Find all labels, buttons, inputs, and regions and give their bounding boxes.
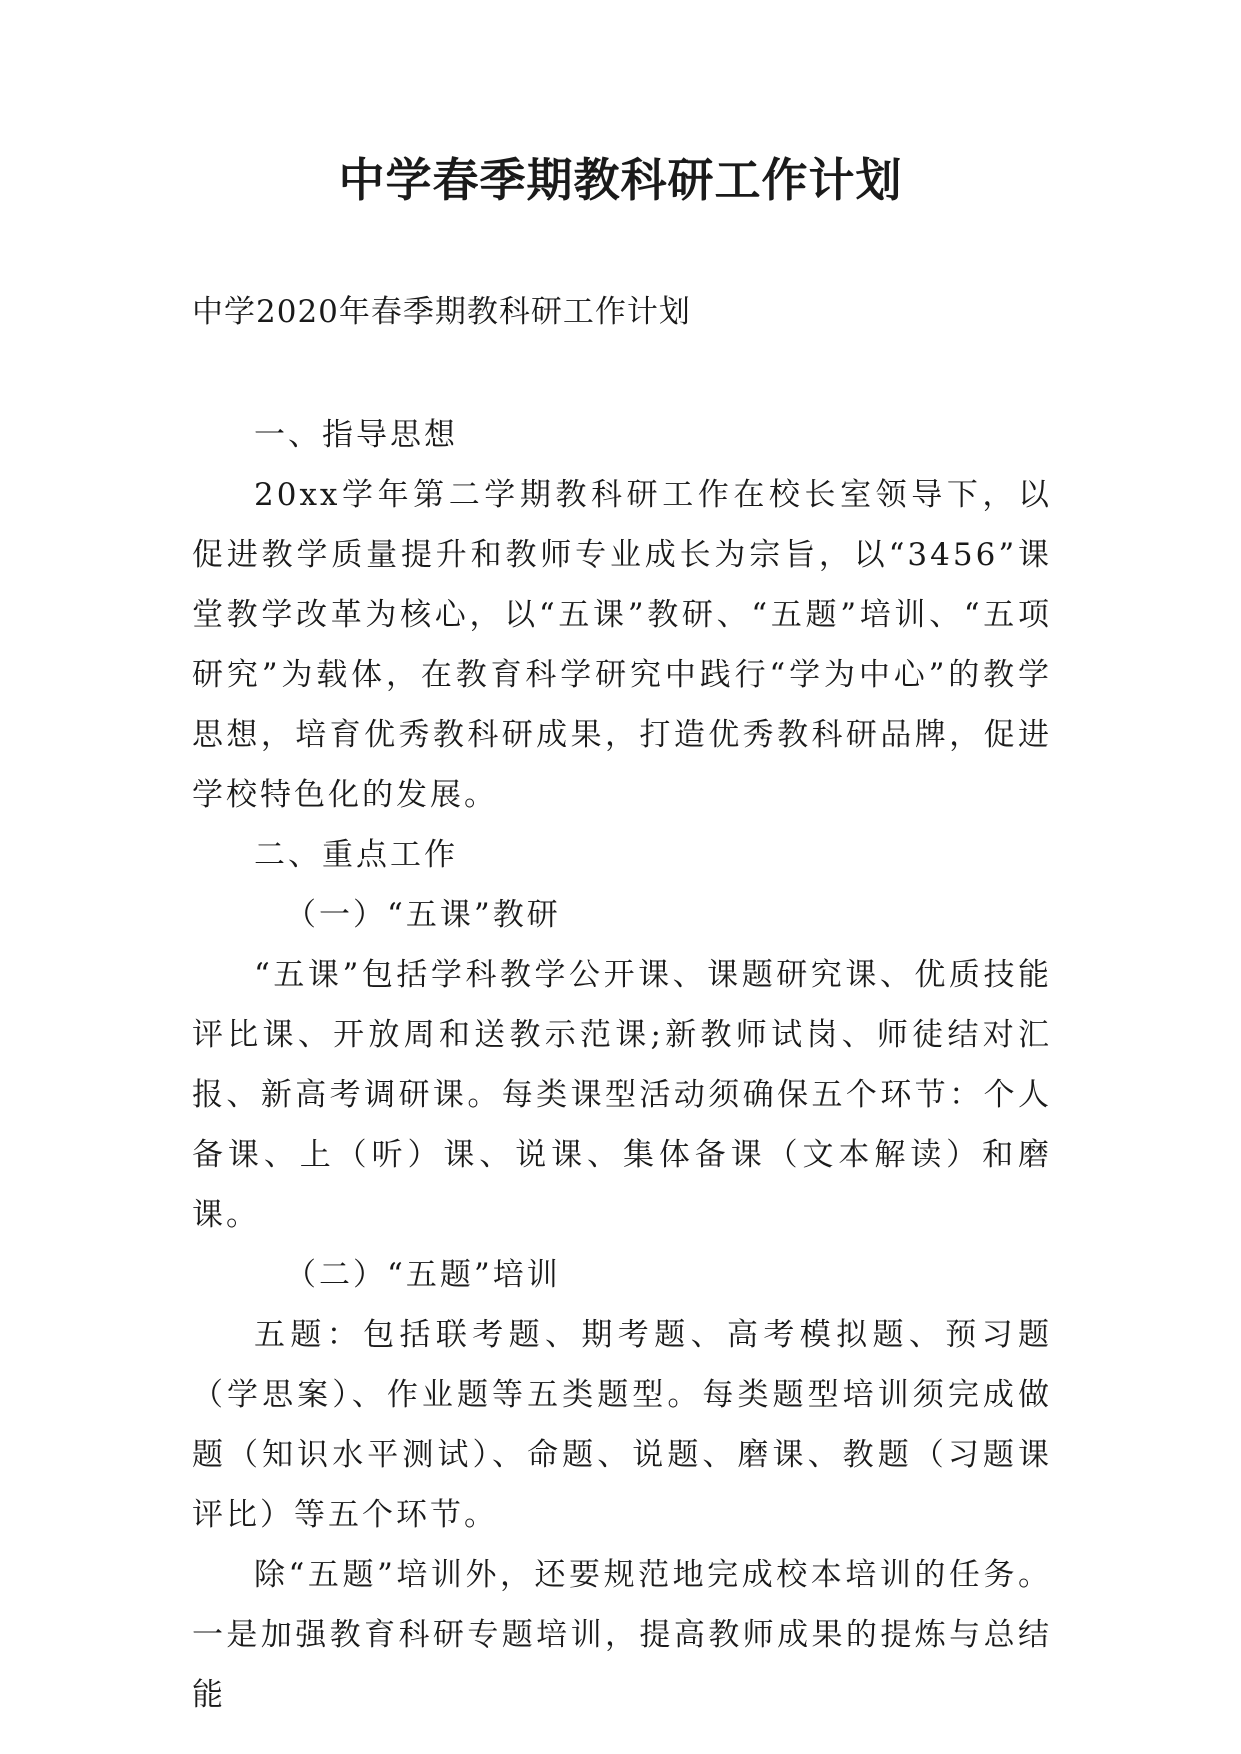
- section-heading-key-work: 二、重点工作: [254, 837, 458, 873]
- paragraph-five-questions: 五题：包括联考题、期考题、高考模拟题、预习题（学思案）、作业题等五类题型。每类题型培训须完成做题（知识水平测试）、命题、说题、磨课、教题（习题课评比）等五个环节。: [192, 1317, 1052, 1533]
- section-heading-guiding-thought: 一、指导思想: [254, 417, 458, 453]
- paragraph-five-lessons: “五课”包括学科教学公开课、课题研究课、优质技能评比课、开放周和送教示范课;新教师试岗、师徒结对汇报、新高考调研课。每类课型活动须确保五个环节：个人备课、上（听）课、说课、集体备课（文本解读）和磨课。: [192, 957, 1052, 1233]
- paragraph-school-training: 除“五题”培训外，还要规范地完成校本培训的任务。一是加强教育科研专题培训，提高教师成果的提炼与总结能: [192, 1557, 1052, 1713]
- document-title: 中学春季期教科研工作计划: [338, 153, 903, 207]
- document-subtitle: 中学2020年春季期教科研工作计划: [192, 294, 691, 330]
- paragraph-guiding-thought: 20xx学年第二学期教科研工作在校长室领导下，以促进教学质量提升和教师专业成长为宗旨，以“3456”课堂教学改革为核心，以“五课”教研、“五题”培训、“五项研究”为载体，在教育科学研究中践行“学为中心”的教学思想，培育优秀教科研成果，打造优秀教科研品牌，促进学校特色化的发展。: [192, 477, 1052, 813]
- document-body: [192, 405, 1052, 1725]
- subsection-heading-five-questions: （二）“五题”培训: [285, 1257, 561, 1293]
- subsection-heading-five-lessons: （一）“五课”教研: [285, 897, 561, 933]
